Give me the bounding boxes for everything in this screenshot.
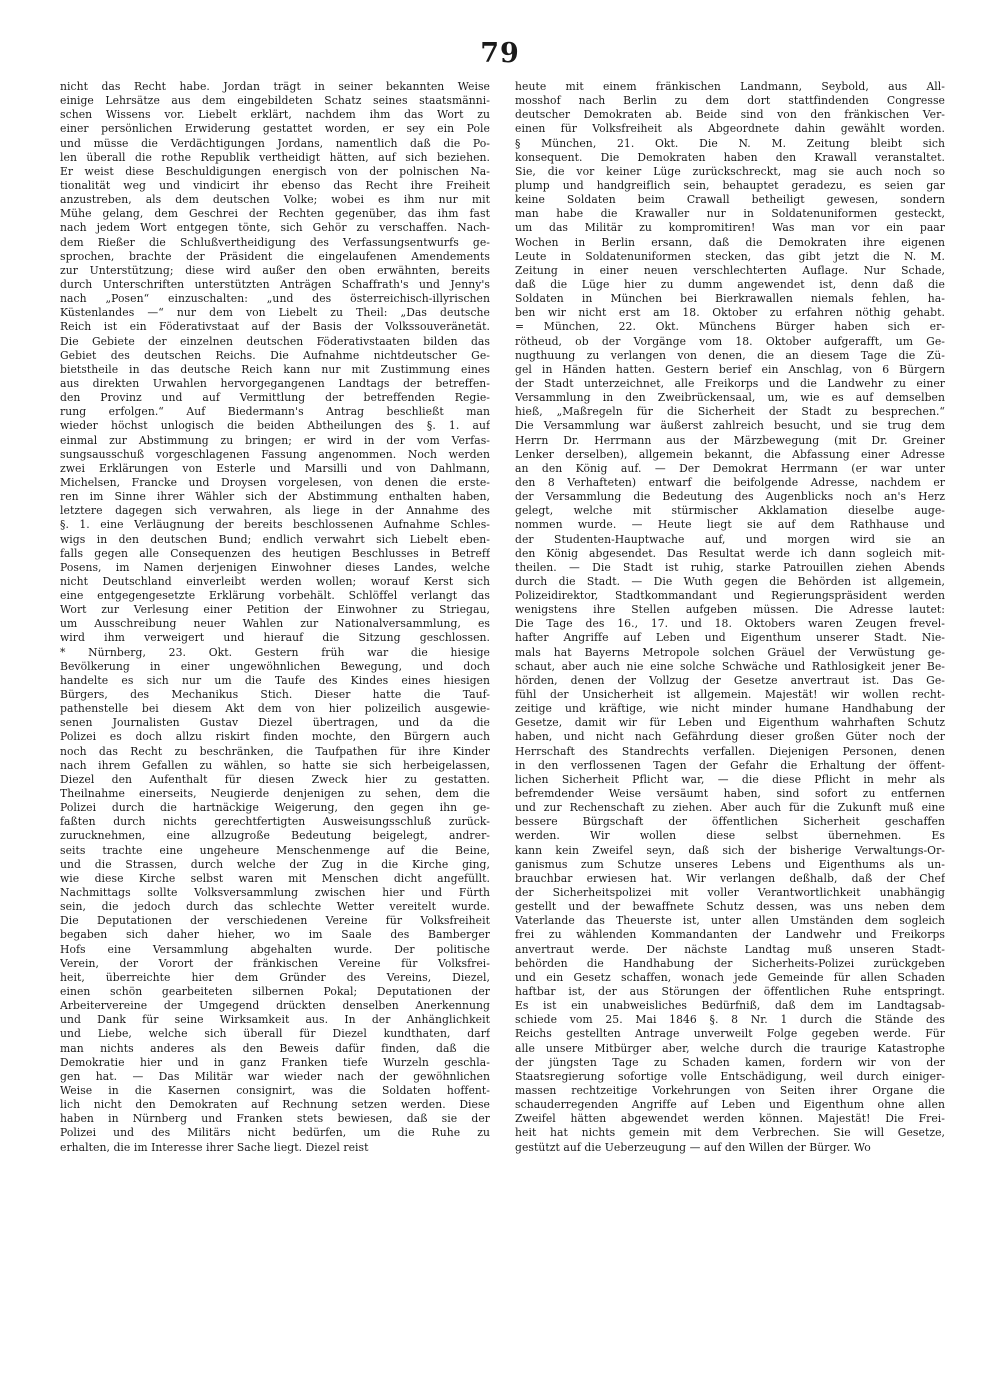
text-line: schen Wissens vor. Liebelt erklärt, nachdem ihm das Wort zu <box>60 108 490 122</box>
text-line: der Studenten-Hauptwache auf, und morgen wird sie an <box>515 532 945 546</box>
text-line: wird ihm verweigert und hierauf die Sitzung geschlossen. <box>60 631 490 645</box>
text-line: der Versammlung die Bedeutung des Augenblicks noch an's Herz <box>515 490 945 504</box>
text-line: brauchbar erwiesen hat. Wir verlangen deßhalb, daß der Chef <box>515 871 945 885</box>
text-line: nach jedem Wort entgegen tönte, sich Gehör zu verschaffen. Nach- <box>60 221 490 235</box>
text-line: behörden die Handhabung der Sicherheits-Polizei zurückgeben <box>515 956 945 970</box>
text-line: Nachmittags sollte Volksversammlung zwischen hier und Fürth <box>60 886 490 900</box>
text-line: Bevölkerung in einer ungewöhnlichen Bewegung, und doch <box>60 659 490 673</box>
text-line: len überall die rothe Republik vertheidigt hätten, auf sich beziehen. <box>60 150 490 164</box>
text-line: eine entgegengesetzte Erklärung vorbehält. Schlöffel verlangt das <box>60 589 490 603</box>
text-line: dem Rießer die Schlußvertheidigung des Verfassungsentwurfs ge- <box>60 235 490 249</box>
text-line: sungsausschuß vorgeschlagenen Fassung angenommen. Noch werden <box>60 447 490 461</box>
text-line: durch die Stadt. — Die Wuth gegen die Behörden ist allgemein, <box>515 574 945 588</box>
text-line: falls gegen alle Consequenzen des heutigen Beschlusses in Betreff <box>60 546 490 560</box>
text-line: bessere Bürgschaft der öffentlichen Sicherheit geschaffen <box>515 815 945 829</box>
text-line: tionalität weg und vindicirt ihr ebenso das Recht ihre Freiheit <box>60 178 490 192</box>
text-line: Gesetze, damit wir für Leben und Eigenthum wahrhaften Schutz <box>515 716 945 730</box>
text-line: gestellt und der bewaffnete Schutz dessen, was uns neben dem <box>515 900 945 914</box>
text-line: gestützt auf die Ueberzeugung — auf den Willen der Bürger. Wo <box>515 1140 871 1154</box>
text-line: nugthuung zu verlangen von denen, die an diesem Tage die Zü- <box>515 348 945 362</box>
text-line: Diezel den Aufenthalt für diesen Zweck hier zu gestatten. <box>60 772 490 786</box>
text-line: daß die Lüge hier zu dumm angewendet ist, denn daß die <box>515 277 945 291</box>
text-line: hafter Angriffe auf Leben und Eigenthum unserer Stadt. Nie- <box>515 631 945 645</box>
text-line: deutscher Demokraten ab. Beide sind von den fränkischen Ver- <box>515 108 945 122</box>
text-line: und Dank für seine Wirksamkeit aus. In der Anhänglichkeit <box>60 1013 490 1027</box>
text-line: einen für Volksfreiheit als Abgeordnete dahin gewählt worden. <box>515 122 945 136</box>
text-line: werden. Wir wollen diese selbst übernehmen. Es <box>515 829 945 843</box>
text-line: Leute in Soldatenuniformen stecken, das gibt jetzt die N. M. <box>515 249 945 263</box>
text-line: Es ist ein unabweisliches Bedürfniß, daß dem im Landtagsab- <box>515 999 945 1013</box>
text-line: massen rechtzeitige Vorkehrungen von Seiten ihrer Organe die <box>515 1083 945 1097</box>
text-line: schaut, aber auch nie eine solche Schwäche und Rathlosigkeit jener Be- <box>515 659 945 673</box>
text-line: den Provinz und auf Vermittlung der betreffenden Regie- <box>60 391 490 405</box>
text-line: rung erfolgen.“ Auf Biedermann's Antrag beschließt man <box>60 405 490 419</box>
text-line: pathenstelle bei diesem Akt dem von hier polizeilich ausgewie- <box>60 702 490 716</box>
text-line: alle unsere Mitbürger aber, welche durch die traurige Katastrophe <box>515 1041 945 1055</box>
text-line: einmal zur Abstimmung zu bringen; er wird in der vom Verfas- <box>60 433 490 447</box>
text-line: Sie, die vor keiner Lüge zurückschreckt, mag sie auch noch so <box>515 164 945 178</box>
text-line: lichen Sicherheit Pflicht war, — die diese Pflicht in mehr als <box>515 772 945 786</box>
text-line: gen hat. — Das Militär war wieder nach der gewöhnlichen <box>60 1069 490 1083</box>
text-line: Zweifel hätten abgewendet werden können. Majestät! Die Frei- <box>515 1112 945 1126</box>
text-line: und zur Rechenschaft zu ziehen. Aber auch für die Zukunft muß eine <box>515 801 945 815</box>
text-line: hieß, „Maßregeln für die Sicherheit der Stadt zu besprechen.“ <box>515 405 945 419</box>
text-line: lich nicht den Demokraten auf Rechnung setzen werden. Diese <box>60 1098 490 1112</box>
text-line: Küstenlandes —“ nur dem von Liebelt zu Theil: „Das deutsche <box>60 306 490 320</box>
text-line: * Nürnberg, 23. Okt. Gestern früh war die hiesige <box>60 645 490 659</box>
text-line: senen Journalisten Gustav Diezel übertragen, und da die <box>60 716 490 730</box>
text-line: schiede vom 25. Mai 1846 §. 8 Nr. 1 durch die Stände des <box>515 1013 945 1027</box>
text-line: Herrschaft des Standrechts verfallen. Diejenigen Personen, denen <box>515 744 945 758</box>
text-line: wieder höchst unlogisch die beiden Abtheilungen des §. 1. auf <box>60 419 490 433</box>
text-line: und die Strassen, durch welche der Zug in die Kirche ging, <box>60 857 490 871</box>
text-line: theilen. — Die Stadt ist ruhig, starke Patrouillen ziehen Abends <box>515 560 945 574</box>
text-line: einige Lehrsätze aus dem eingebildeten Schatz seines staatsmänni- <box>60 94 490 108</box>
text-line: faßten durch nichts gerechtfertigten Ausweisungsschluß zurück- <box>60 815 490 829</box>
text-line: und Liebe, welche sich überall für Diezel kundthaten, darf <box>60 1027 490 1041</box>
text-line: an den König auf. — Der Demokrat Herrmann (er war unter <box>515 461 945 475</box>
text-line: den König abgesendet. Das Resultat werde ich dann sogleich mit- <box>515 546 945 560</box>
text-line: Hofs eine Versammlung abgehalten wurde. Der politische <box>60 942 490 956</box>
text-line: § München, 21. Okt. Die N. M. Zeitung bleibt sich <box>515 136 945 150</box>
text-line: Verein, der Vorort der fränkischen Vereine für Volksfrei- <box>60 956 490 970</box>
text-line: durch Unterschriften unterstützten Anträgen Schaffrath's und Jenny's <box>60 277 490 291</box>
text-line: zur Unterstützung; diese wird außer den oben erwähnten, bereits <box>60 263 490 277</box>
text-line: Zeitung in einer neuen verschlechterten Auflage. Nur Schade, <box>515 263 945 277</box>
text-line: zurucknehmen, eine allzugroße Bedeutung beigelegt, andrer- <box>60 829 490 843</box>
text-line: Lenker derselben), allgemein bekannt, die Abfassung einer Adresse <box>515 447 945 461</box>
text-line: haftbar ist, der aus Störungen der öffentlichen Ruhe entspringt. <box>515 985 945 998</box>
text-line: Reichs gestellten Antrage unverweilt Folge gegeben werde. Für <box>515 1027 945 1041</box>
text-line: nommen wurde. — Heute liegt sie auf dem Rathhause und <box>515 518 945 532</box>
text-line: Wort zur Verlesung einer Petition der Einwohner zu Striegau, <box>60 603 490 617</box>
text-line: einer persönlichen Erwiderung gestattet worden, er sey ein Pole <box>60 122 490 136</box>
text-line: den 8 Verhafteten) entwarf die beifolgende Adresse, nachdem er <box>515 475 945 489</box>
text-line: Theilnahme einerseits, Neugierde denjenigen zu sehen, dem die <box>60 787 490 801</box>
text-line: begaben sich daher hieher, wo im Saale des Bamberger <box>60 928 490 942</box>
text-line: gel in Händen hatten. Gestern berief ein Anschlag, von 6 Bürgern <box>515 362 945 376</box>
text-line: frei zu wählenden Kommandanten der Landwehr und Freikorps <box>515 928 945 942</box>
text-line: sprochen, brachte der Präsident die eingelaufenen Amendements <box>60 249 490 263</box>
text-line: der jüngsten Tage zu Schaden kamen, fordern wir von der <box>515 1055 945 1069</box>
text-line: und ein Gesetz schaffen, wonach jede Gemeinde für allen Schaden <box>515 970 945 984</box>
text-line: mosshof nach Berlin zu dem dort stattfindenden Congresse <box>515 94 945 108</box>
text-line: kann kein Zweifel seyn, daß sich der bisherige Verwaltungs-Or- <box>515 843 945 857</box>
text-line: nach ihrem Gefallen zu wählen, so hatte sie sich herbeigelassen, <box>60 758 490 772</box>
text-line: ren im Sinne ihrer Wähler sich der Abstimmung enthalten haben, <box>60 490 490 504</box>
text-line: ben wir nicht erst am 18. Oktober zu erfahren nöthig gehabt. <box>515 306 945 320</box>
text-line: nicht Deutschland einverleibt werden wollen; worauf Kerst sich <box>60 574 490 588</box>
text-line: man habe die Krawaller nur in Soldatenuniformen gesteckt, <box>515 207 945 221</box>
text-line: noch das Recht zu beschränken, die Taufpathen für ihre Kinder <box>60 744 490 758</box>
text-line: heute mit einem fränkischen Landmann, Seybold, aus All- <box>515 80 945 93</box>
text-line: und müsse die Verdächtigungen Jordans, namentlich daß die Po- <box>60 136 490 150</box>
text-line: um das Militär zu kompromitiren! Was man vor ein paar <box>515 221 945 235</box>
text-line: mals hat Bayerns Metropole solchen Gräuel der Verwüstung ge- <box>515 645 945 659</box>
text-line: Staatsregierung sofortige volle Entschädigung, weil durch einiger- <box>515 1069 945 1083</box>
text-line: nicht das Recht habe. Jordan trägt in seiner bekannten Weise <box>60 80 490 93</box>
text-line: aus direkten Urwahlen hervorgegangenen Landtags der betreffen- <box>60 376 490 390</box>
text-line: Die Deputationen der verschiedenen Vereine für Volksfreiheit <box>60 914 490 928</box>
text-line: anzustreben, als dem deutschen Volke; wobei es ihm nur mit <box>60 193 490 207</box>
text-line: anvertraut werde. Der nächste Landtag muß unseren Stadt- <box>515 942 945 956</box>
text-line: Die Versammlung war äußerst zahlreich besucht, und sie trug dem <box>515 419 945 433</box>
text-line: wigs in den deutschen Bund; endlich verwahrt sich Liebelt eben- <box>60 532 490 546</box>
text-line: Demokratie hier und in ganz Franken tiefe Wurzeln geschla- <box>60 1055 490 1069</box>
text-line: seits trachte eine ungeheure Menschenmenge auf die Beine, <box>60 843 490 857</box>
text-line: plump und handgreiflich sein, behauptet geradezu, es seien gar <box>515 178 945 192</box>
text-line: heit, überreichte hier dem Gründer des Vereins, Diezel, <box>60 970 490 984</box>
text-line: Polizeidirektor, Stadtkommandant und Regierungspräsident werden <box>515 589 945 603</box>
text-line: erhalten, die im Interesse ihrer Sache liegt. Diezel reist <box>60 1140 369 1154</box>
text-line: man nichts anderes als den Beweis dafür finden, daß die <box>60 1041 490 1055</box>
text-line: Die Gebiete der einzelnen deutschen Föderativstaaten bilden das <box>60 334 490 348</box>
text-line: handelte es sich nur um die Taufe des Kindes eines hiesigen <box>60 673 490 687</box>
text-line: Die Tage des 16., 17. und 18. Oktobers waren Zeugen frevel- <box>515 617 945 631</box>
text-line: haben in Nürnberg und Franken stets bewiesen, daß sie der <box>60 1112 490 1126</box>
text-line: nach „Posen“ einzuschalten: „und des österreichisch-illyrischen <box>60 292 490 306</box>
text-line: hörden, denen der Vollzug der Gesetze anvertraut ist. Das Ge- <box>515 673 945 687</box>
text-line: Reich ist ein Föderativstaat auf der Basis der Volkssouveränetät. <box>60 320 490 334</box>
text-line: letztere dagegen sich verwahren, als liege in der Annahme des <box>60 504 490 518</box>
text-line: zwei Erklärungen von Esterle und Marsilli und von Dahlmann, <box>60 461 490 475</box>
text-line: Gebiet des deutschen Reichs. Die Aufnahme nichtdeutscher Ge- <box>60 348 490 362</box>
text-line: Polizei und des Militärs nicht bedürfen, um die Ruhe zu <box>60 1126 490 1140</box>
text-line: keine Soldaten beim Crawall betheiligt gewesen, sondern <box>515 193 945 207</box>
text-line: Arbeitervereine der Umgegend drückten denselben Anerkennung <box>60 999 490 1013</box>
text-line: Herrn Dr. Herrmann aus der Märzbewegung (mit Dr. Greiner <box>515 433 945 447</box>
text-line: haben, und nicht nach Gefährdung dieser großen Güter noch der <box>515 730 945 744</box>
text-line: zeitige und kräftige, wie nicht minder humane Handhabung der <box>515 702 945 716</box>
text-line: der Stadt unterzeichnet, alle Freikorps und die Landwehr zu einer <box>515 376 945 390</box>
text-line: befremdender Weise versäumt haben, sind sofort zu entfernen <box>515 787 945 801</box>
text-line: gelegt, welche mit stürmischer Akklamation dieselbe auge- <box>515 504 945 518</box>
text-line: §. 1. eine Verläugnung der bereits beschlossenen Aufnahme Schles- <box>60 518 490 532</box>
text-line: der Sicherheitspolizei mit voller Verantwortlichkeit unabhängig <box>515 886 945 900</box>
text-line: sein, die jedoch durch das schlechte Wetter vereitelt wurde. <box>60 900 490 914</box>
page-number: 79 <box>480 38 520 69</box>
text-line: wie diese Kirche selbst waren mit Menschen dicht angefüllt. <box>60 871 490 885</box>
text-line: rötheud, ob der Vorgänge vom 18. Oktober aufgerafft, um Ge- <box>515 334 945 348</box>
text-line: Soldaten in München bei Bierkrawallen niemals fehlen, ha- <box>515 292 945 306</box>
text-line: einen schön gearbeiteten silbernen Pokal; Deputationen der <box>60 985 490 998</box>
text-line: Vaterlande das Theuerste ist, unter allen Umständen dem sogleich <box>515 914 945 928</box>
text-line: Er weist diese Beschuldigungen energisch von der polnischen Na- <box>60 164 490 178</box>
text-line: heit hat nichts gemein mit dem Verbrechen. Sie will Gesetze, <box>515 1126 945 1140</box>
text-line: schauderregenden Angriffe auf Leben und Eigenthum ohne allen <box>515 1098 945 1112</box>
left-column <box>60 80 490 1155</box>
text-line: bietstheile in das deutsche Reich kann nur mit Zustimmung eines <box>60 362 490 376</box>
text-line: Michelsen, Francke und Droysen vorgelesen, von denen die erste- <box>60 475 490 489</box>
text-line: Polizei durch die hartnäckige Weigerung, den gegen ihn ge- <box>60 801 490 815</box>
text-line: Weise in die Kasernen consignirt, was die Soldaten hoffent- <box>60 1083 490 1097</box>
text-line: Bürgers, des Mechanikus Stich. Dieser hatte die Tauf- <box>60 688 490 702</box>
text-line: fühl der Unsicherheit ist allgemein. Majestät! wir wollen recht- <box>515 688 945 702</box>
right-column <box>515 80 945 1155</box>
text-line: Polizei es doch allzu riskirt finden mochte, den Bürgern auch <box>60 730 490 744</box>
text-line: = München, 22. Okt. Münchens Bürger haben sich er- <box>515 320 945 334</box>
text-line: konsequent. Die Demokraten haben den Krawall veranstaltet. <box>515 150 945 164</box>
text-line: Mühe gelang, dem Geschrei der Rechten gegenüber, das ihm fast <box>60 207 490 221</box>
text-line: ganismus zum Schutze unseres Lebens und Eigenthums als un- <box>515 857 945 871</box>
text-line: wenigstens ihre Stellen aufgeben müssen. Die Adresse lautet: <box>515 603 945 617</box>
text-line: Wochen in Berlin ersann, daß die Demokraten ihre eigenen <box>515 235 945 249</box>
text-line: in den verflossenen Tagen der Gefahr die Erhaltung der öffent- <box>515 758 945 772</box>
text-line: um Ausschreibung neuer Wahlen zur Nationalversammlung, es <box>60 617 490 631</box>
text-line: Posens, im Namen derjenigen Einwohner dieses Landes, welche <box>60 560 490 574</box>
text-line: Versammlung in den Zweibrückensaal, um, wie es auf demselben <box>515 391 945 405</box>
